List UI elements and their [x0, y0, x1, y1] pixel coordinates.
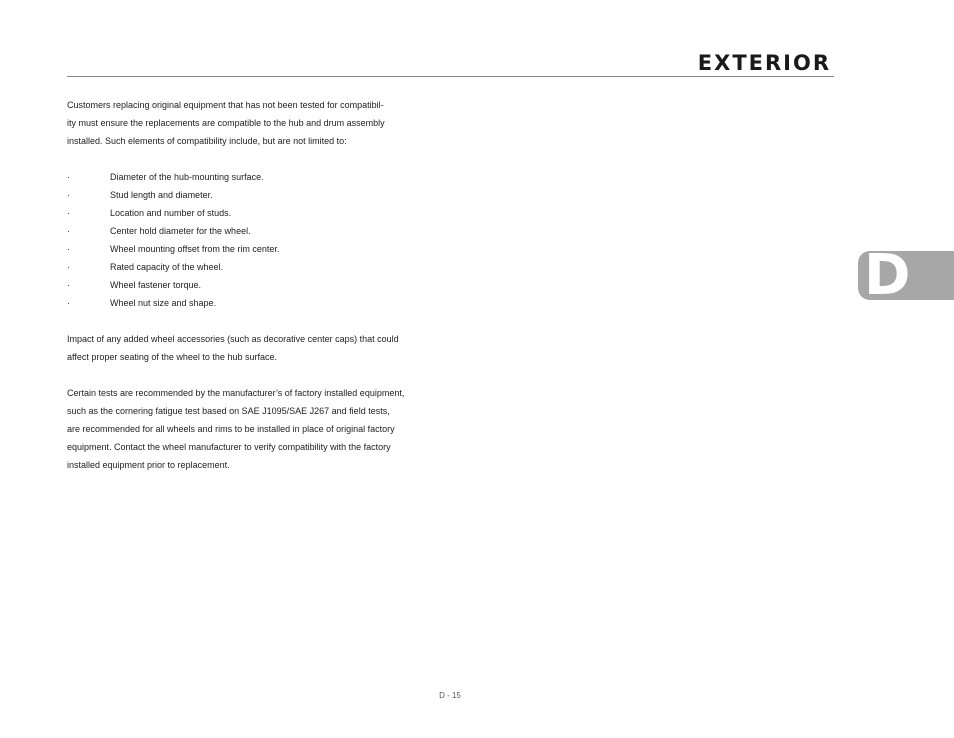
section-tab	[858, 243, 954, 308]
intro-paragraph	[67, 96, 447, 150]
bullet-marker: ·	[67, 172, 70, 182]
text-line: Certain tests are recommended by the manufacturer’s of factory installed equipment,	[67, 388, 405, 398]
list-item-text: Wheel fastener torque.	[110, 280, 202, 290]
list-item	[67, 276, 447, 294]
bullet-marker: ·	[67, 262, 70, 272]
text-line: Impact of any added wheel accessories (such as decorative center caps) that could	[67, 334, 399, 344]
text-line: ity must ensure the replacements are compatible to the hub and drum assembly	[67, 118, 385, 128]
list-item-text: Wheel nut size and shape.	[110, 298, 217, 308]
bullet-marker: ·	[67, 208, 70, 218]
text-line: installed. Such elements of compatibility include, but are not limited to:	[67, 136, 347, 146]
header-divider	[67, 76, 834, 77]
page-number: D - 15	[439, 691, 461, 700]
body-text	[67, 96, 447, 474]
list-item-text: Wheel mounting offset from the rim center.	[110, 244, 280, 254]
impact-paragraph	[67, 330, 447, 366]
text-line: are recommended for all wheels and rims to be installed in place of original factory	[67, 424, 395, 434]
text-line: Customers replacing original equipment that has not been tested for compatibil-	[67, 100, 384, 110]
bullet-marker: ·	[67, 190, 70, 200]
list-item	[67, 168, 447, 186]
list-item	[67, 204, 447, 222]
list-item	[67, 258, 447, 276]
list-item-text: Stud length and diameter.	[110, 190, 213, 200]
list-item-text: Rated capacity of the wheel.	[110, 262, 224, 272]
list-item-text: Location and number of studs.	[110, 208, 232, 218]
bullet-marker: ·	[67, 244, 70, 254]
bullet-marker: ·	[67, 298, 70, 308]
bullet-marker: ·	[67, 280, 70, 290]
list-item-text: Center hold diameter for the wheel.	[110, 226, 251, 236]
list-item-text: Diameter of the hub-mounting surface.	[110, 172, 264, 182]
page-title: EXTERIOR	[697, 51, 831, 75]
text-line: installed equipment prior to replacement.	[67, 460, 230, 470]
list-item	[67, 222, 447, 240]
list-item	[67, 294, 447, 312]
bullet-marker: ·	[67, 226, 70, 236]
list-item	[67, 186, 447, 204]
text-line: affect proper seating of the wheel to the hub surface.	[67, 352, 277, 362]
tests-paragraph	[67, 384, 447, 474]
text-line: such as the cornering fatigue test based on SAE J1095/SAE J267 and field tests,	[67, 406, 390, 416]
text-line: equipment. Contact the wheel manufacturer to verify compatibility with the factory	[67, 442, 391, 452]
compatibility-list	[67, 168, 447, 312]
list-item	[67, 240, 447, 258]
section-tab-letter: D	[864, 243, 911, 308]
